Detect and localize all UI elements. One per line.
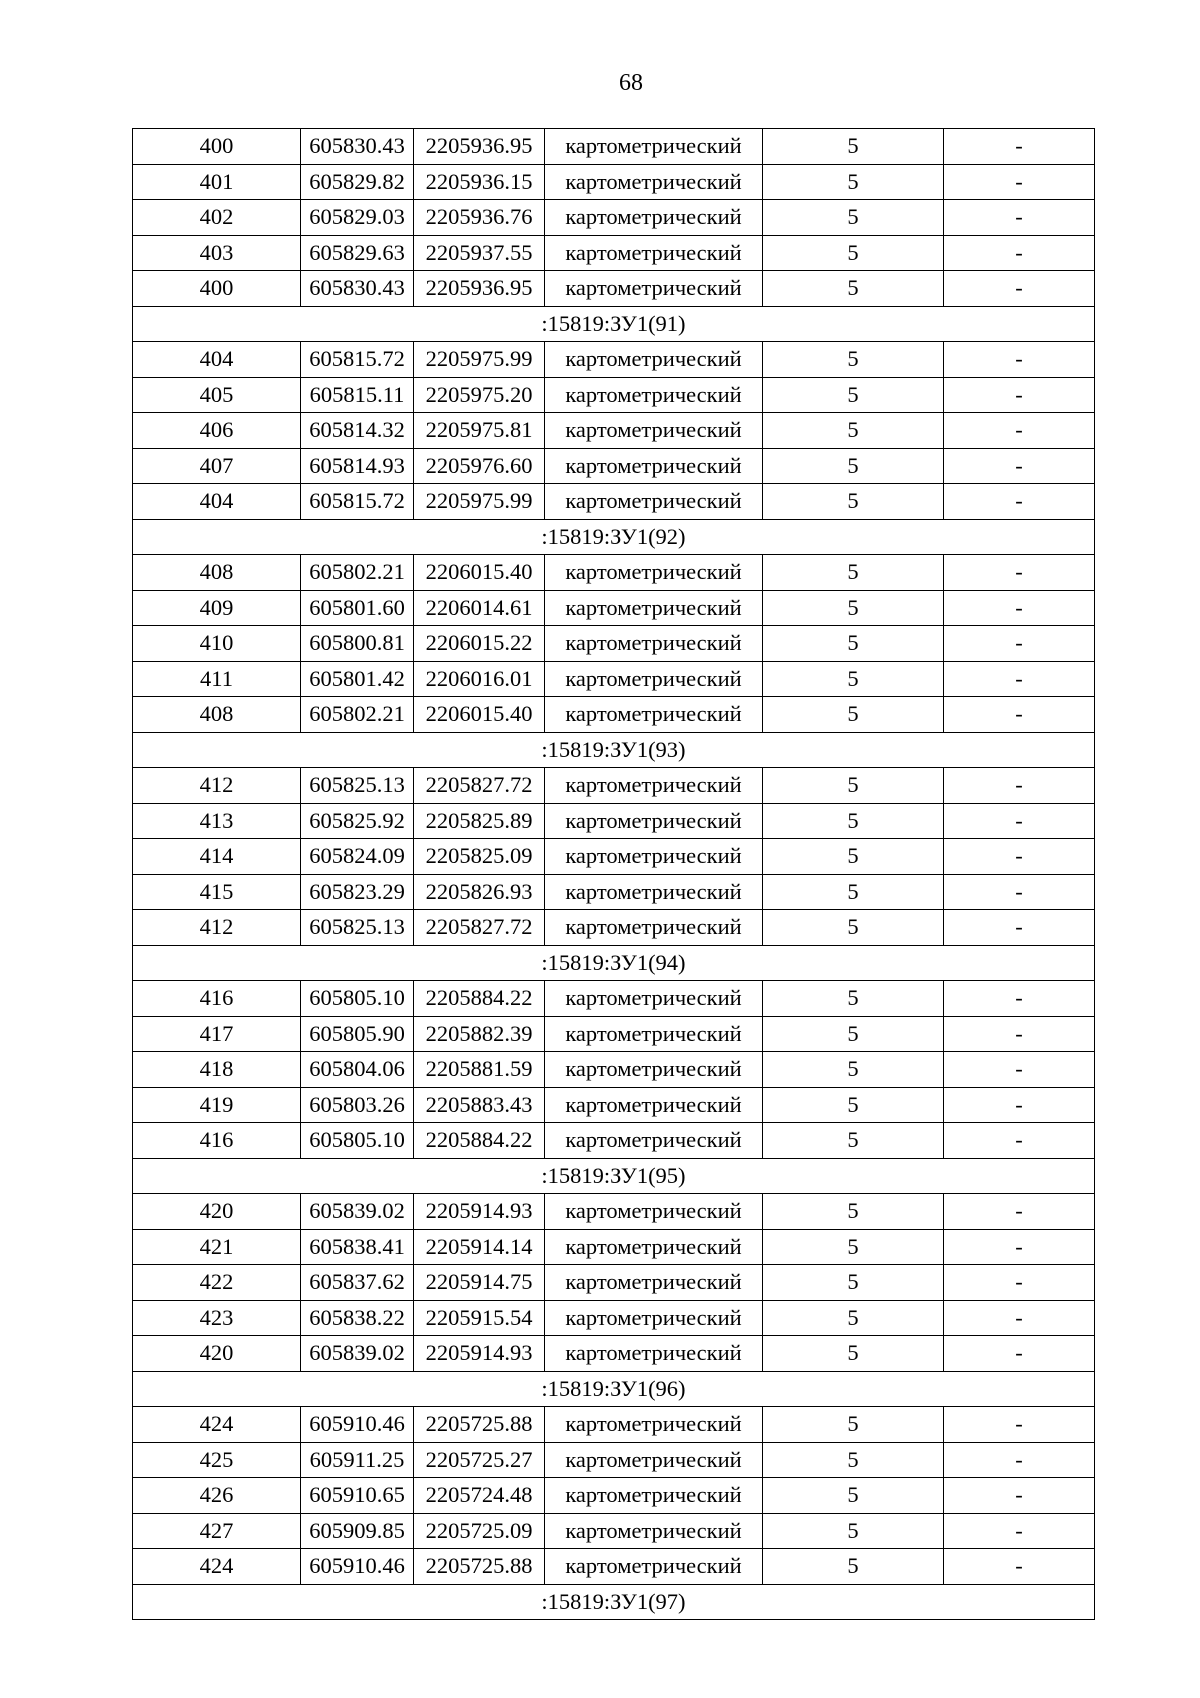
y-coordinate-cell: 2205881.59 [414, 1052, 545, 1088]
y-coordinate-cell: 2205936.95 [414, 129, 545, 165]
x-coordinate-cell: 605814.93 [301, 448, 414, 484]
x-coordinate-cell: 605805.90 [301, 1016, 414, 1052]
point-number-cell: 400 [133, 129, 301, 165]
group-header-row [133, 1584, 1095, 1620]
point-number-cell: 401 [133, 164, 301, 200]
y-coordinate-cell: 2205725.88 [414, 1407, 545, 1443]
x-coordinate-cell: 605910.46 [301, 1549, 414, 1585]
method-cell: картометрический [545, 981, 763, 1017]
x-coordinate-cell: 605803.26 [301, 1087, 414, 1123]
table-row [133, 555, 1095, 591]
x-coordinate-cell: 605825.13 [301, 768, 414, 804]
note-cell: - [944, 697, 1095, 733]
point-number-cell: 408 [133, 697, 301, 733]
table-row [133, 910, 1095, 946]
note-cell: - [944, 1336, 1095, 1372]
method-cell: картометрический [545, 555, 763, 591]
method-cell: картометрический [545, 1052, 763, 1088]
x-coordinate-cell: 605804.06 [301, 1052, 414, 1088]
point-number-cell: 414 [133, 839, 301, 875]
x-coordinate-cell: 605838.41 [301, 1229, 414, 1265]
method-cell: картометрический [545, 1407, 763, 1443]
method-cell: картометрический [545, 1123, 763, 1159]
accuracy-cell: 5 [763, 484, 944, 520]
accuracy-cell: 5 [763, 626, 944, 662]
method-cell: картометрический [545, 235, 763, 271]
y-coordinate-cell: 2205827.72 [414, 910, 545, 946]
y-coordinate-cell: 2206014.61 [414, 590, 545, 626]
y-coordinate-cell: 2205884.22 [414, 1123, 545, 1159]
accuracy-cell: 5 [763, 448, 944, 484]
table-row [133, 413, 1095, 449]
y-coordinate-cell: 2205725.88 [414, 1549, 545, 1585]
x-coordinate-cell: 605802.21 [301, 555, 414, 591]
x-coordinate-cell: 605909.85 [301, 1513, 414, 1549]
y-coordinate-cell: 2205937.55 [414, 235, 545, 271]
point-number-cell: 420 [133, 1194, 301, 1230]
y-coordinate-cell: 2205914.93 [414, 1194, 545, 1230]
accuracy-cell: 5 [763, 1513, 944, 1549]
accuracy-cell: 5 [763, 1478, 944, 1514]
point-number-cell: 424 [133, 1407, 301, 1443]
table-row [133, 1194, 1095, 1230]
y-coordinate-cell: 2205914.93 [414, 1336, 545, 1372]
note-cell: - [944, 803, 1095, 839]
method-cell: картометрический [545, 839, 763, 875]
x-coordinate-cell: 605830.43 [301, 129, 414, 165]
point-number-cell: 416 [133, 981, 301, 1017]
point-number-cell: 419 [133, 1087, 301, 1123]
table-row [133, 1123, 1095, 1159]
method-cell: картометрический [545, 377, 763, 413]
method-cell: картометрический [545, 1194, 763, 1230]
table-row [133, 448, 1095, 484]
note-cell: - [944, 1123, 1095, 1159]
method-cell: картометрический [545, 1229, 763, 1265]
accuracy-cell: 5 [763, 1300, 944, 1336]
accuracy-cell: 5 [763, 590, 944, 626]
coordinates-table [132, 128, 1095, 1620]
table-row [133, 484, 1095, 520]
point-number-cell: 408 [133, 555, 301, 591]
accuracy-cell: 5 [763, 697, 944, 733]
accuracy-cell: 5 [763, 768, 944, 804]
accuracy-cell: 5 [763, 981, 944, 1017]
x-coordinate-cell: 605829.03 [301, 200, 414, 236]
method-cell: картометрический [545, 448, 763, 484]
note-cell: - [944, 590, 1095, 626]
accuracy-cell: 5 [763, 1336, 944, 1372]
table-row [133, 1087, 1095, 1123]
note-cell: - [944, 1300, 1095, 1336]
y-coordinate-cell: 2205825.09 [414, 839, 545, 875]
table-row [133, 377, 1095, 413]
method-cell: картометрический [545, 164, 763, 200]
method-cell: картометрический [545, 200, 763, 236]
note-cell: - [944, 235, 1095, 271]
point-number-cell: 416 [133, 1123, 301, 1159]
table-row [133, 164, 1095, 200]
method-cell: картометрический [545, 1016, 763, 1052]
x-coordinate-cell: 605838.22 [301, 1300, 414, 1336]
table-row [133, 839, 1095, 875]
y-coordinate-cell: 2205975.99 [414, 342, 545, 378]
table-row [133, 200, 1095, 236]
table-row [133, 1300, 1095, 1336]
table-row [133, 129, 1095, 165]
accuracy-cell: 5 [763, 555, 944, 591]
table-row [133, 661, 1095, 697]
y-coordinate-cell: 2205936.95 [414, 271, 545, 307]
method-cell: картометрический [545, 1336, 763, 1372]
y-coordinate-cell: 2205724.48 [414, 1478, 545, 1514]
accuracy-cell: 5 [763, 1016, 944, 1052]
x-coordinate-cell: 605801.60 [301, 590, 414, 626]
y-coordinate-cell: 2205915.54 [414, 1300, 545, 1336]
note-cell: - [944, 1549, 1095, 1585]
note-cell: - [944, 1513, 1095, 1549]
table-row [133, 981, 1095, 1017]
note-cell: - [944, 200, 1095, 236]
x-coordinate-cell: 605815.72 [301, 484, 414, 520]
point-number-cell: 412 [133, 768, 301, 804]
method-cell: картометрический [545, 1442, 763, 1478]
table-row [133, 590, 1095, 626]
accuracy-cell: 5 [763, 1052, 944, 1088]
x-coordinate-cell: 605830.43 [301, 271, 414, 307]
y-coordinate-cell: 2205976.60 [414, 448, 545, 484]
point-number-cell: 415 [133, 874, 301, 910]
method-cell: картометрический [545, 910, 763, 946]
x-coordinate-cell: 605815.11 [301, 377, 414, 413]
y-coordinate-cell: 2205826.93 [414, 874, 545, 910]
method-cell: картометрический [545, 697, 763, 733]
point-number-cell: 420 [133, 1336, 301, 1372]
coordinates-table-body [133, 129, 1095, 1620]
point-number-cell: 418 [133, 1052, 301, 1088]
accuracy-cell: 5 [763, 803, 944, 839]
point-number-cell: 413 [133, 803, 301, 839]
table-row [133, 235, 1095, 271]
accuracy-cell: 5 [763, 235, 944, 271]
point-number-cell: 407 [133, 448, 301, 484]
y-coordinate-cell: 2206015.40 [414, 555, 545, 591]
point-number-cell: 425 [133, 1442, 301, 1478]
point-number-cell: 409 [133, 590, 301, 626]
note-cell: - [944, 910, 1095, 946]
group-header-row [133, 519, 1095, 555]
y-coordinate-cell: 2205975.99 [414, 484, 545, 520]
note-cell: - [944, 555, 1095, 591]
table-row [133, 626, 1095, 662]
table-row [133, 342, 1095, 378]
y-coordinate-cell: 2205827.72 [414, 768, 545, 804]
note-cell: - [944, 1478, 1095, 1514]
note-cell: - [944, 1016, 1095, 1052]
accuracy-cell: 5 [763, 1194, 944, 1230]
note-cell: - [944, 129, 1095, 165]
accuracy-cell: 5 [763, 910, 944, 946]
page-number: 68 [619, 70, 643, 96]
y-coordinate-cell: 2205882.39 [414, 1016, 545, 1052]
note-cell: - [944, 661, 1095, 697]
x-coordinate-cell: 605823.29 [301, 874, 414, 910]
point-number-cell: 426 [133, 1478, 301, 1514]
x-coordinate-cell: 605911.25 [301, 1442, 414, 1478]
x-coordinate-cell: 605825.92 [301, 803, 414, 839]
table-row [133, 1478, 1095, 1514]
accuracy-cell: 5 [763, 413, 944, 449]
accuracy-cell: 5 [763, 874, 944, 910]
y-coordinate-cell: 2206015.22 [414, 626, 545, 662]
method-cell: картометрический [545, 1265, 763, 1301]
group-header-row [133, 1371, 1095, 1407]
accuracy-cell: 5 [763, 271, 944, 307]
accuracy-cell: 5 [763, 342, 944, 378]
x-coordinate-cell: 605800.81 [301, 626, 414, 662]
point-number-cell: 412 [133, 910, 301, 946]
method-cell: картометрический [545, 484, 763, 520]
x-coordinate-cell: 605829.63 [301, 235, 414, 271]
accuracy-cell: 5 [763, 1087, 944, 1123]
note-cell: - [944, 1052, 1095, 1088]
y-coordinate-cell: 2205914.75 [414, 1265, 545, 1301]
accuracy-cell: 5 [763, 200, 944, 236]
method-cell: картометрический [545, 874, 763, 910]
y-coordinate-cell: 2205825.89 [414, 803, 545, 839]
accuracy-cell: 5 [763, 1549, 944, 1585]
point-number-cell: 421 [133, 1229, 301, 1265]
method-cell: картометрический [545, 626, 763, 662]
y-coordinate-cell: 2205883.43 [414, 1087, 545, 1123]
accuracy-cell: 5 [763, 839, 944, 875]
y-coordinate-cell: 2205725.09 [414, 1513, 545, 1549]
point-number-cell: 417 [133, 1016, 301, 1052]
point-number-cell: 403 [133, 235, 301, 271]
method-cell: картометрический [545, 1087, 763, 1123]
y-coordinate-cell: 2205975.81 [414, 413, 545, 449]
x-coordinate-cell: 605839.02 [301, 1194, 414, 1230]
note-cell: - [944, 164, 1095, 200]
note-cell: - [944, 1407, 1095, 1443]
point-number-cell: 404 [133, 342, 301, 378]
point-number-cell: 402 [133, 200, 301, 236]
note-cell: - [944, 413, 1095, 449]
x-coordinate-cell: 605910.46 [301, 1407, 414, 1443]
x-coordinate-cell: 605839.02 [301, 1336, 414, 1372]
y-coordinate-cell: 2205936.15 [414, 164, 545, 200]
group-label: :15819:ЗУ1(92) [133, 519, 1095, 555]
point-number-cell: 404 [133, 484, 301, 520]
method-cell: картометрический [545, 413, 763, 449]
point-number-cell: 411 [133, 661, 301, 697]
x-coordinate-cell: 605805.10 [301, 1123, 414, 1159]
group-header-row [133, 732, 1095, 768]
table-row [133, 874, 1095, 910]
table-row [133, 1407, 1095, 1443]
note-cell: - [944, 377, 1095, 413]
group-label: :15819:ЗУ1(95) [133, 1158, 1095, 1194]
y-coordinate-cell: 2205884.22 [414, 981, 545, 1017]
x-coordinate-cell: 605829.82 [301, 164, 414, 200]
group-header-row [133, 945, 1095, 981]
y-coordinate-cell: 2205914.14 [414, 1229, 545, 1265]
x-coordinate-cell: 605825.13 [301, 910, 414, 946]
note-cell: - [944, 1087, 1095, 1123]
method-cell: картометрический [545, 129, 763, 165]
group-label: :15819:ЗУ1(93) [133, 732, 1095, 768]
note-cell: - [944, 342, 1095, 378]
x-coordinate-cell: 605837.62 [301, 1265, 414, 1301]
point-number-cell: 406 [133, 413, 301, 449]
x-coordinate-cell: 605805.10 [301, 981, 414, 1017]
x-coordinate-cell: 605814.32 [301, 413, 414, 449]
y-coordinate-cell: 2206015.40 [414, 697, 545, 733]
table-row [133, 271, 1095, 307]
y-coordinate-cell: 2206016.01 [414, 661, 545, 697]
method-cell: картометрический [545, 271, 763, 307]
group-label: :15819:ЗУ1(96) [133, 1371, 1095, 1407]
accuracy-cell: 5 [763, 129, 944, 165]
y-coordinate-cell: 2205975.20 [414, 377, 545, 413]
table-row [133, 1052, 1095, 1088]
accuracy-cell: 5 [763, 1265, 944, 1301]
group-label: :15819:ЗУ1(94) [133, 945, 1095, 981]
note-cell: - [944, 626, 1095, 662]
accuracy-cell: 5 [763, 1442, 944, 1478]
y-coordinate-cell: 2205725.27 [414, 1442, 545, 1478]
table-row [133, 1513, 1095, 1549]
table-row [133, 1016, 1095, 1052]
x-coordinate-cell: 605815.72 [301, 342, 414, 378]
group-label: :15819:ЗУ1(91) [133, 306, 1095, 342]
point-number-cell: 405 [133, 377, 301, 413]
note-cell: - [944, 1229, 1095, 1265]
group-header-row [133, 306, 1095, 342]
accuracy-cell: 5 [763, 1229, 944, 1265]
accuracy-cell: 5 [763, 377, 944, 413]
method-cell: картометрический [545, 342, 763, 378]
table-row [133, 697, 1095, 733]
note-cell: - [944, 839, 1095, 875]
table-row [133, 768, 1095, 804]
note-cell: - [944, 1442, 1095, 1478]
accuracy-cell: 5 [763, 661, 944, 697]
method-cell: картометрический [545, 1300, 763, 1336]
method-cell: картометрический [545, 803, 763, 839]
table-row [133, 1265, 1095, 1301]
table-row [133, 1336, 1095, 1372]
point-number-cell: 424 [133, 1549, 301, 1585]
accuracy-cell: 5 [763, 1123, 944, 1159]
note-cell: - [944, 484, 1095, 520]
note-cell: - [944, 981, 1095, 1017]
point-number-cell: 423 [133, 1300, 301, 1336]
x-coordinate-cell: 605910.65 [301, 1478, 414, 1514]
method-cell: картометрический [545, 1513, 763, 1549]
point-number-cell: 400 [133, 271, 301, 307]
table-row [133, 1442, 1095, 1478]
note-cell: - [944, 768, 1095, 804]
accuracy-cell: 5 [763, 1407, 944, 1443]
point-number-cell: 410 [133, 626, 301, 662]
group-header-row [133, 1158, 1095, 1194]
y-coordinate-cell: 2205936.76 [414, 200, 545, 236]
method-cell: картометрический [545, 661, 763, 697]
x-coordinate-cell: 605801.42 [301, 661, 414, 697]
method-cell: картометрический [545, 590, 763, 626]
note-cell: - [944, 874, 1095, 910]
table-row [133, 803, 1095, 839]
note-cell: - [944, 271, 1095, 307]
note-cell: - [944, 1265, 1095, 1301]
method-cell: картометрический [545, 1549, 763, 1585]
point-number-cell: 427 [133, 1513, 301, 1549]
x-coordinate-cell: 605802.21 [301, 697, 414, 733]
point-number-cell: 422 [133, 1265, 301, 1301]
table-row [133, 1549, 1095, 1585]
note-cell: - [944, 1194, 1095, 1230]
accuracy-cell: 5 [763, 164, 944, 200]
x-coordinate-cell: 605824.09 [301, 839, 414, 875]
table-row [133, 1229, 1095, 1265]
group-label: :15819:ЗУ1(97) [133, 1584, 1095, 1620]
method-cell: картометрический [545, 768, 763, 804]
note-cell: - [944, 448, 1095, 484]
method-cell: картометрический [545, 1478, 763, 1514]
